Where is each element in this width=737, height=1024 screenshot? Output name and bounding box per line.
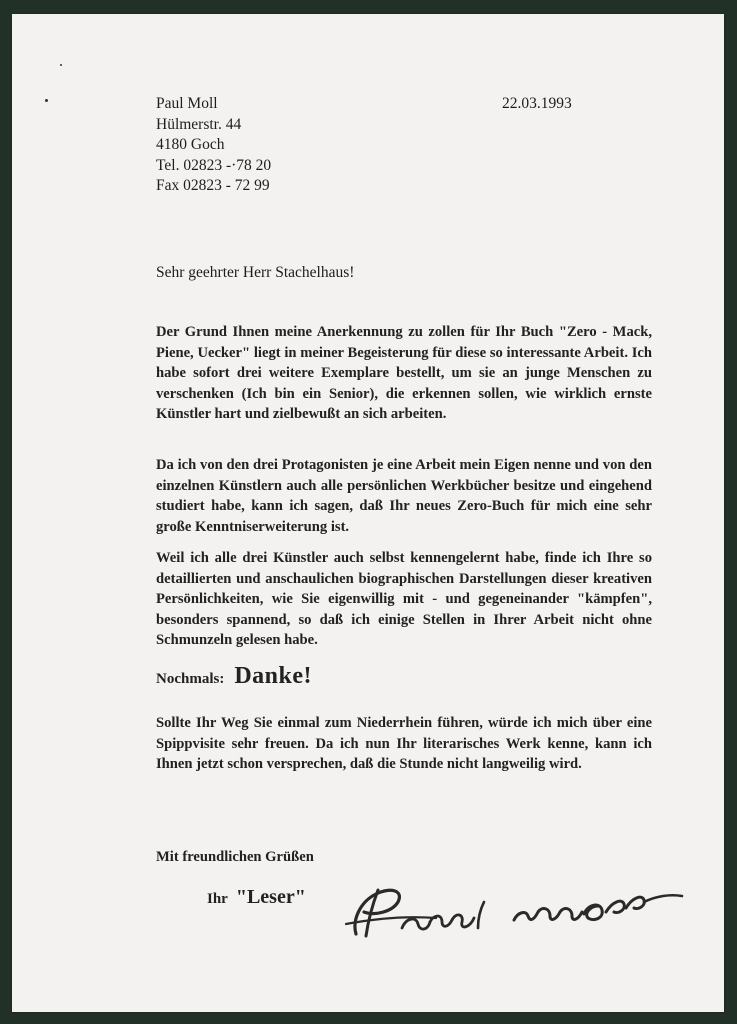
signoff-line [207, 886, 306, 909]
paragraph-1: Der Grund Ihnen meine Anerkennung zu zollen für Ihr Buch "Zero - Mack, Piene, Uecker" liegt in meiner Begeisterung für diese so interessante Arbeit. Ich habe sofort drei weitere Exemplare bestellt, um sie an junge Menschen zu verschenken (Ich bin ein Senior), die erkennen sollen, wie wirklich ernste Künstler hart und zielbewußt an sich arbeiten. [156, 324, 652, 422]
closing: Mit freundlichen Grüßen [156, 849, 314, 865]
paragraph-3: Weil ich alle drei Künstler auch selbst kennengelernt habe, finde ich Ihre so detaillierten und anschaulichen biographischen Darstellungen dieser kreativen Persönlichkeiten, wie Sie eigenwillig mit - und gegeneinander "kämpfen", besonders spannend, so daß ich einige Stellen in Ihrer Arbeit nicht ohne Schmunzeln gelesen habe. [156, 550, 652, 648]
salutation: Sehr geehrter Herr Stachelhaus! [156, 264, 355, 281]
paragraph-2: Da ich von den drei Protagonisten je eine Arbeit mein Eigen nenne und von den einzelnen Künstlern auch alle persönlichen Werkbücher besitze und eingehend studiert habe, kann ich sagen, daß Ihr neues Zero-Buch für mich eine sehr große Kenntniserweiterung ist. [156, 457, 652, 535]
thanks-prefix: Nochmals: [156, 671, 225, 687]
sender-name: Paul Moll [156, 95, 218, 112]
thanks-word: Danke! [234, 663, 312, 689]
sender-address [156, 94, 271, 197]
sender-fax: Fax 02823 - 72 99 [156, 177, 270, 194]
paper-speck [45, 99, 48, 102]
thanks-line [156, 663, 312, 690]
sender-street: Hülmerstr. 44 [156, 115, 242, 133]
handwritten-signature [338, 872, 690, 942]
letter-date: 22.03.1993 [502, 95, 572, 112]
signoff-prefix: Ihr [207, 891, 228, 907]
paper-speck [60, 64, 62, 66]
signoff-word: "Leser" [235, 886, 306, 908]
sender-city: 4180 Goch [156, 136, 225, 153]
sender-tel: Tel. 02823 -·78 20 [156, 156, 272, 174]
paragraph-4: Sollte Ihr Weg Sie einmal zum Niederrhein führen, würde ich mich über eine Spippvisite sehr freuen. Da ich nun Ihr literarisches Werk kenne, kann ich Ihnen jetzt schon versprechen, daß die Stunde nicht langweilig wird. [156, 715, 652, 772]
